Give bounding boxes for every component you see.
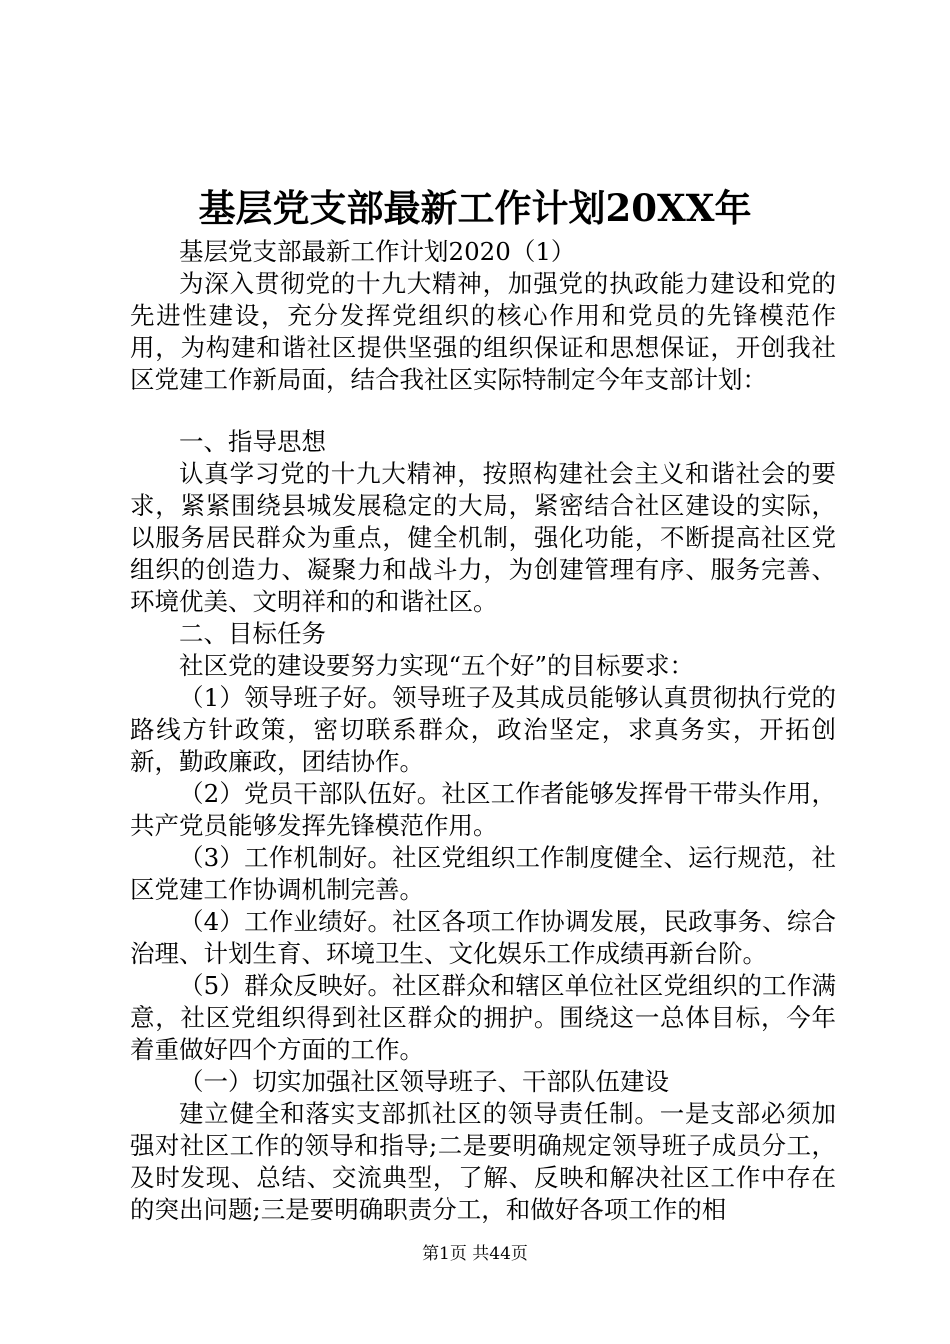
goal-item-3: （3）工作机制好。社区党组织工作制度健全、运行规范，社区党建工作协调机制完善。 — [130, 843, 836, 904]
page-footer: 第1页 共44页 — [422, 1244, 528, 1264]
document-body — [130, 236, 836, 1226]
goal-item-2: （2）党员干部队伍好。社区工作者能够发挥骨干带头作用，共产党员能够发挥先锋模范作用。 — [130, 779, 836, 840]
goal-item-5: （5）群众反映好。社区群众和辖区单位社区党组织的工作满意，社区党组织得到社区群众的拥护。围绕这一总体目标，今年着重做好四个方面的工作。 — [130, 971, 836, 1064]
subtitle-paragraph: 基层党支部最新工作计划2020（1） — [179, 237, 576, 266]
leadership-paragraph: 建立健全和落实支部抓社区的领导责任制。一是支部必须加强对社区工作的领导和指导;二是要明确规定领导班子成员分工，及时发现、总结、交流典型，了解、反映和解决社区工作中存在的突出问题;三是要明确职责分工，和做好各项工作的相 — [130, 1099, 836, 1224]
subsection-heading-leadership: （一）切实加强社区领导班子、干部队伍建设 — [179, 1067, 669, 1096]
goals-intro-paragraph: 社区党的建设要努力实现“五个好”的目标要求： — [179, 651, 695, 680]
goal-item-4: （4）工作业绩好。社区各项工作协调发展，民政事务、综合治理、计划生育、环境卫生、文化娱乐工作成绩再新台阶。 — [130, 907, 836, 968]
intro-paragraph: 为深入贯彻党的十九大精神，加强党的执政能力建设和党的先进性建设，充分发挥党组织的核心作用和党员的先锋模范作用，为构建和谐社区提供坚强的组织保证和思想保证，开创我社区党建工作新局面，结合我社区实际特制定今年支部计划： — [130, 269, 836, 394]
goal-item-1: （1）领导班子好。领导班子及其成员能够认真贯彻执行党的路线方针政策，密切联系群众，政治坚定，求真务实，开拓创新，勤政廉政，团结协作。 — [130, 683, 836, 776]
section-heading-guiding-ideology: 一、指导思想 — [179, 427, 326, 456]
document-title: 基层党支部最新工作计划20XX年 — [198, 186, 752, 230]
guiding-ideology-paragraph: 认真学习党的十九大精神，按照构建社会主义和谐社会的要求，紧紧围绕县城发展稳定的大局，紧密结合社区建设的实际，以服务居民群众为重点，健全机制，强化功能，不断提高社区党组织的创造力、凝聚力和战斗力，为创建管理有序、服务完善、环境优美、文明祥和的和谐社区。 — [130, 459, 836, 616]
section-heading-goals: 二、目标任务 — [179, 619, 326, 648]
